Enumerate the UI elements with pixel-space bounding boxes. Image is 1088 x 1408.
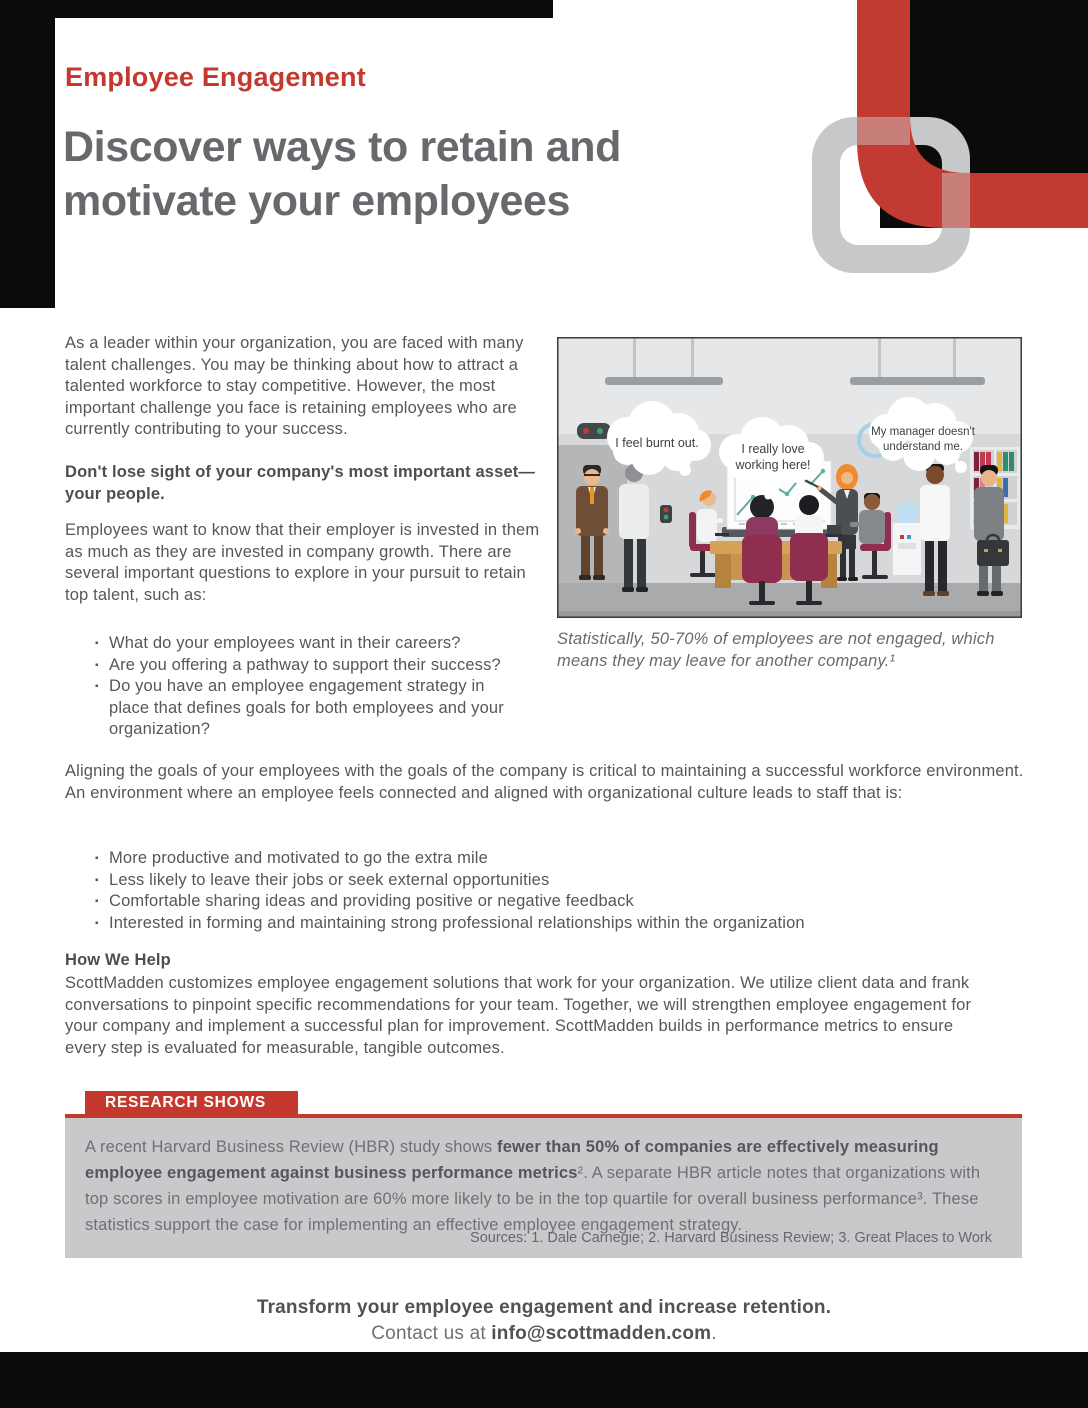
how-we-help-heading: How We Help <box>65 951 171 969</box>
bubble-text: I really love <box>741 442 805 456</box>
page-title-line1: Discover ways to retain and <box>63 123 621 171</box>
intro-subhead: Don't lose sight of your company's most important asset—your people. <box>65 463 536 503</box>
logo-overlap-top <box>857 117 910 145</box>
top-edge-bar <box>0 0 553 18</box>
footer-black-bar <box>0 1352 1088 1408</box>
bubble-text: understand me. <box>883 441 963 453</box>
office-illustration <box>557 337 1022 618</box>
research-segment-bold: fewer than 50% of companies are effectively measuring employee engagement against business performance metrics <box>85 1138 939 1182</box>
list-item: ▪ Are you offering a pathway to support their success? <box>95 655 520 677</box>
exit-sign-icon <box>577 423 611 439</box>
list-item: ▪ Interested in forming and maintaining strong professional relationships within the organization <box>95 913 995 935</box>
bubble-text: working here! <box>735 458 811 472</box>
list-item: ▪ Less likely to leave their jobs or seek external opportunities <box>95 870 995 892</box>
list-item: ▪ More productive and motivated to go the extra mile <box>95 848 995 870</box>
contact-suffix: . <box>711 1323 717 1344</box>
bubble-text: I feel burnt out. <box>615 436 699 450</box>
footer-cta-line: Transform your employee engagement and increase retention. <box>256 1297 832 1318</box>
research-shows-banner: RESEARCH SHOWS <box>85 1091 298 1114</box>
intro-paragraph: As a leader within your organization, you are faced with many talent challenges. You may be thinking about how to attract a talented workforce to stay competitive. However, the most important challenge you face is retaining employees who are currently contributing to your success. <box>65 334 524 439</box>
alignment-paragraph: Aligning the goals of your employees with the goals of the company is critical to maintaining a successful workforce environment. An environment where an employee feels connected and aligned with organizational culture leads to staff that is: <box>65 762 1024 802</box>
page-title-line2: motivate your employees <box>63 177 570 225</box>
contact-prefix: Contact us at <box>371 1323 492 1344</box>
research-segment: ². A separate HBR article notes that organizations with top scores in employee motivation are 60% more likely to be in the top quartile for overall business performance <box>85 1164 981 1208</box>
eyebrow-heading: Employee Engagement <box>65 62 366 92</box>
left-edge-bar <box>0 0 55 308</box>
staff-benefits-list <box>95 848 995 934</box>
bubble-text: My manager doesn't <box>871 426 975 438</box>
research-paragraph <box>85 1134 992 1238</box>
briefcase-icon <box>977 540 1009 566</box>
page-title <box>63 120 823 228</box>
list-item: ▪ Comfortable sharing ideas and providing positive or negative feedback <box>95 891 995 913</box>
list-item: ▪ Do you have an employee engagement strategy in place that defines goals for both employees and your organization? <box>95 676 520 741</box>
illustration-caption: Statistically, 50-70% of employees are not engaged, which means they may leave for another company.¹ <box>557 630 995 670</box>
sources-note: Sources: 1. Dale Carnegie; 2. Harvard Business Review; 3. Great Places to Work <box>470 1230 992 1246</box>
research-box <box>65 1118 1022 1258</box>
intro-paragraph-2: Employees want to know that their employer is invested in them as much as they are invested in company growth. There are several important questions to explore in your pursuit to retain top talent, such as: <box>65 521 540 604</box>
research-segment: ³. These statistics support the case for implementing an effective employee engagement strategy. <box>85 1190 979 1234</box>
wall-panel-icon <box>660 505 672 523</box>
scottmadden-logo <box>800 0 1088 290</box>
how-we-help-paragraph: ScottMadden customizes employee engagement solutions that work for your organization. We utilize client data and frank conversations to pinpoint specific recommendations for your team. Together, we will strengthen employee engagement for your company and implement a successful plan for improvement. ScottMadden builds in performance metrics to ensure every step is evaluated for measurable, tangible outcomes. <box>65 974 972 1057</box>
water-cooler <box>893 503 921 575</box>
footer-contact-line <box>0 1323 1088 1345</box>
list-item: ▪ What do your employees want in their careers? <box>95 633 520 655</box>
research-segment: A recent Harvard Business Review (HBR) study shows <box>85 1138 498 1156</box>
contact-email[interactable]: info@scottmadden.com <box>491 1323 712 1344</box>
career-questions-list <box>95 633 520 741</box>
logo-overlap-right <box>942 173 970 228</box>
